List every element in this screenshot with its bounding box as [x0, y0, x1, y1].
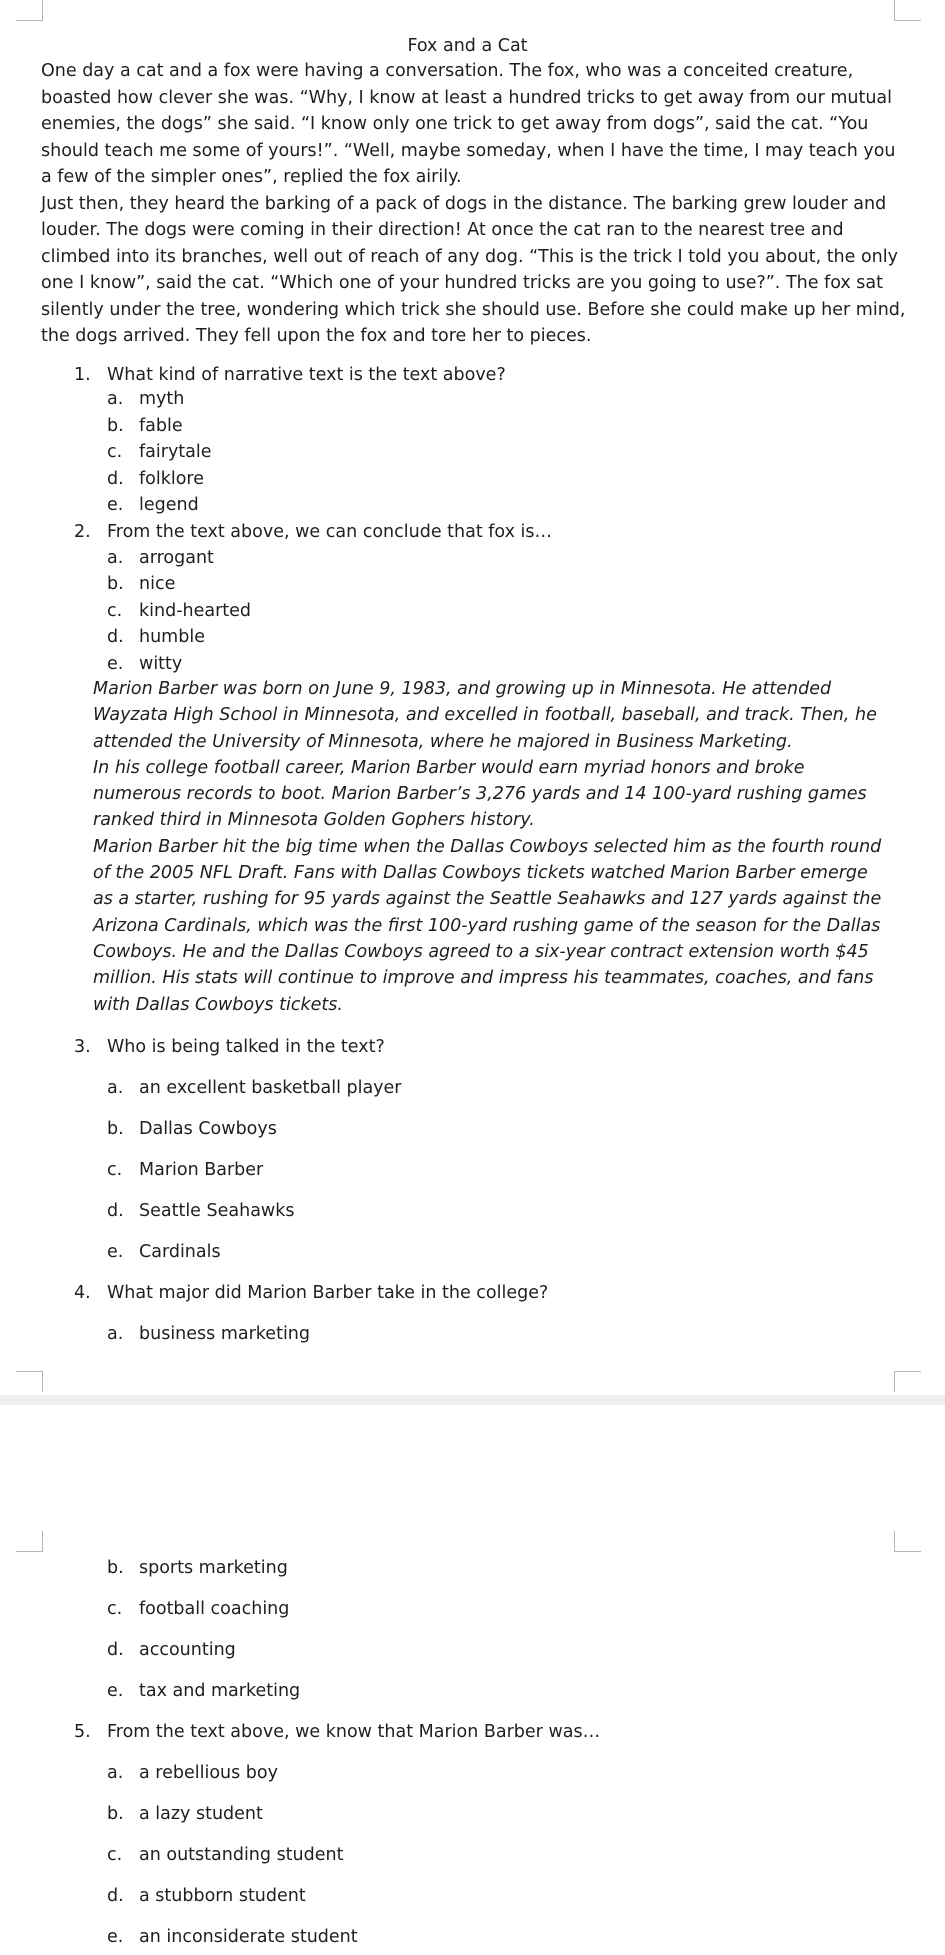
option: [107, 414, 183, 438]
question-text: What major did Marion Barber take in the college?: [107, 1283, 549, 1303]
story-paragraph: One day a cat and a fox were having a conversation. The fox, who was a conceited creature, boasted how clever she was. “Why, I know at least a hundred tricks to get away from our mutual enemies, the dogs” she said. “I know only one trick to get away from dogs”, said the cat. “You should teach me some of yours!”. “Well, maybe someday, when I have the time, I may teach you a few of the simpler ones”, replied the fox airily.: [41, 61, 896, 187]
document-title: Fox and a Cat: [407, 36, 528, 56]
option-letter: b.: [107, 574, 124, 594]
page-break: [0, 1395, 945, 1405]
option-text: a stubborn student: [139, 1886, 306, 1906]
option-letter: a.: [107, 389, 124, 409]
passage-marion-barber: [93, 676, 893, 1018]
option-text: Cardinals: [139, 1242, 221, 1262]
option: [107, 1802, 263, 1826]
option: [107, 1240, 221, 1264]
option: [107, 1597, 289, 1621]
option-letter: a.: [107, 1763, 124, 1783]
option: [107, 652, 182, 676]
option-letter: d.: [107, 468, 124, 489]
option-letter: e.: [107, 653, 124, 674]
option-text: an outstanding student: [139, 1845, 344, 1865]
option-letter: d.: [107, 1886, 124, 1906]
question-text: What kind of narrative text is the text above?: [107, 365, 506, 385]
page-corner-marker: [16, 0, 43, 21]
option-text: tax and marketing: [139, 1681, 301, 1701]
question-text: Who is being talked in the text?: [107, 1037, 385, 1057]
question-number: 2.: [74, 521, 91, 542]
option-letter: c.: [107, 442, 123, 462]
option: [107, 1076, 402, 1100]
page-corner-marker: [16, 1531, 43, 1552]
option-text: folklore: [139, 468, 205, 489]
option-letter: d.: [107, 627, 124, 647]
question-text: From the text above, we know that Marion Barber was…: [107, 1722, 601, 1742]
option-text: Marion Barber: [139, 1160, 264, 1180]
page-corner-marker: [894, 1531, 921, 1552]
page-corner-marker: [16, 1371, 43, 1392]
page-corner-marker: [894, 0, 921, 21]
option: [107, 1322, 310, 1346]
option-text: fairytale: [139, 442, 212, 462]
option-letter: d.: [107, 1640, 124, 1660]
option-text: business marketing: [139, 1324, 311, 1344]
option-letter: c.: [107, 1599, 123, 1619]
option-text: kind-hearted: [139, 600, 252, 621]
option-text: accounting: [139, 1640, 236, 1660]
option: [107, 1925, 358, 1949]
option-text: Dallas Cowboys: [139, 1119, 277, 1139]
option-text: a lazy student: [139, 1804, 263, 1824]
option-text: fable: [139, 415, 183, 436]
option-letter: e.: [107, 1927, 124, 1947]
option-letter: d.: [107, 1201, 124, 1221]
option-letter: b.: [107, 1804, 124, 1824]
option: [107, 546, 214, 570]
story-paragraph: Just then, they heard the barking of a pack of dogs in the distance. The barking grew louder and louder. The dogs were coming in their direction! At once the cat ran to the nearest tree and climbed into its branches, well out of reach of any dog. “This is the trick I told you about, the only one I know”, said the cat. “Which one of your hundred tricks are you going to use?”. The fox sat silently under the tree, wondering which trick she should use. Before she could make up her mind, the dogs arrived. They fell upon the fox and tore her to pieces.: [41, 193, 906, 346]
option-text: football coaching: [139, 1599, 290, 1619]
option: [107, 572, 175, 596]
passage-paragraph: Marion Barber was born on June 9, 1983, and growing up in Minnesota. He attended Wayzata High School in Minnesota, and excelled in football, baseball, and track. Then, he attended the University of Minnesota, where he majored in Business Marketing.: [93, 679, 877, 752]
option-letter: a.: [107, 1078, 124, 1098]
option-letter: c.: [107, 600, 123, 621]
option-text: humble: [139, 627, 205, 647]
option-text: an excellent basketball player: [139, 1078, 402, 1098]
question-number: 4.: [74, 1283, 91, 1303]
question-number: 3.: [74, 1037, 91, 1057]
option-text: sports marketing: [139, 1558, 288, 1578]
passage-paragraph: Marion Barber hit the big time when the Dallas Cowboys selected him as the fourth round of the 2005 NFL Draft. Fans with Dallas Cowboys tickets watched Marion Barber emerge as a starter, rushing for 95 yards against the Seattle Seahawks and 127 yards against the Arizona Cardinals, which was the first 100-yard rushing game of the season for the Dallas Cowboys. He and the Dallas Cowboys agreed to a six-year contract extension worth $45 million. His stats will continue to improve and impress his teammates, coaches, and fans with Dallas Cowboys tickets.: [93, 836, 882, 1015]
option-text: myth: [139, 389, 185, 409]
option-text: legend: [139, 495, 199, 515]
option-text: a rebellious boy: [139, 1763, 278, 1783]
page-corner-marker: [894, 1371, 921, 1392]
question-4: [74, 1281, 548, 1305]
option-letter: a.: [107, 1324, 124, 1344]
option-letter: e.: [107, 1681, 124, 1701]
option: [107, 1884, 306, 1908]
question-number: 5.: [74, 1722, 91, 1742]
option: [107, 1638, 236, 1662]
question-number: 1.: [74, 365, 91, 385]
option: [107, 1556, 288, 1580]
option-letter: c.: [107, 1160, 123, 1180]
question-1: [74, 363, 506, 387]
option: [107, 1199, 295, 1223]
option-letter: b.: [107, 415, 124, 436]
option-letter: e.: [107, 495, 124, 515]
option: [107, 493, 199, 517]
option-letter: a.: [107, 547, 124, 568]
option: [107, 440, 212, 464]
option-text: arrogant: [139, 547, 214, 568]
option: [107, 599, 251, 623]
option-letter: e.: [107, 1242, 124, 1262]
option-text: witty: [139, 653, 183, 674]
option: [107, 1843, 343, 1867]
option-letter: c.: [107, 1845, 123, 1865]
option: [107, 1679, 300, 1703]
option: [107, 625, 205, 649]
option-text: Seattle Seahawks: [139, 1201, 295, 1221]
question-3: [74, 1035, 385, 1059]
option: [107, 467, 204, 491]
document-page-2: [0, 1405, 945, 1955]
passage-paragraph: In his college football career, Marion Barber would earn myriad honors and broke numerous records to boot. Marion Barber’s 3,276 yards and 14 100-yard rushing games ranked third in Minnesota Golden Gophers history.: [93, 757, 867, 831]
question-5: [74, 1720, 600, 1744]
option: [107, 1761, 278, 1785]
option: [107, 387, 184, 411]
option-text: an inconsiderate student: [139, 1927, 358, 1947]
story-text: [41, 58, 911, 350]
option: [107, 1117, 277, 1141]
option-letter: b.: [107, 1119, 124, 1139]
question-2: [74, 520, 552, 544]
option: [107, 1158, 263, 1182]
option-text: nice: [139, 574, 176, 594]
question-text: From the text above, we can conclude that fox is…: [107, 521, 552, 542]
option-letter: b.: [107, 1558, 124, 1578]
